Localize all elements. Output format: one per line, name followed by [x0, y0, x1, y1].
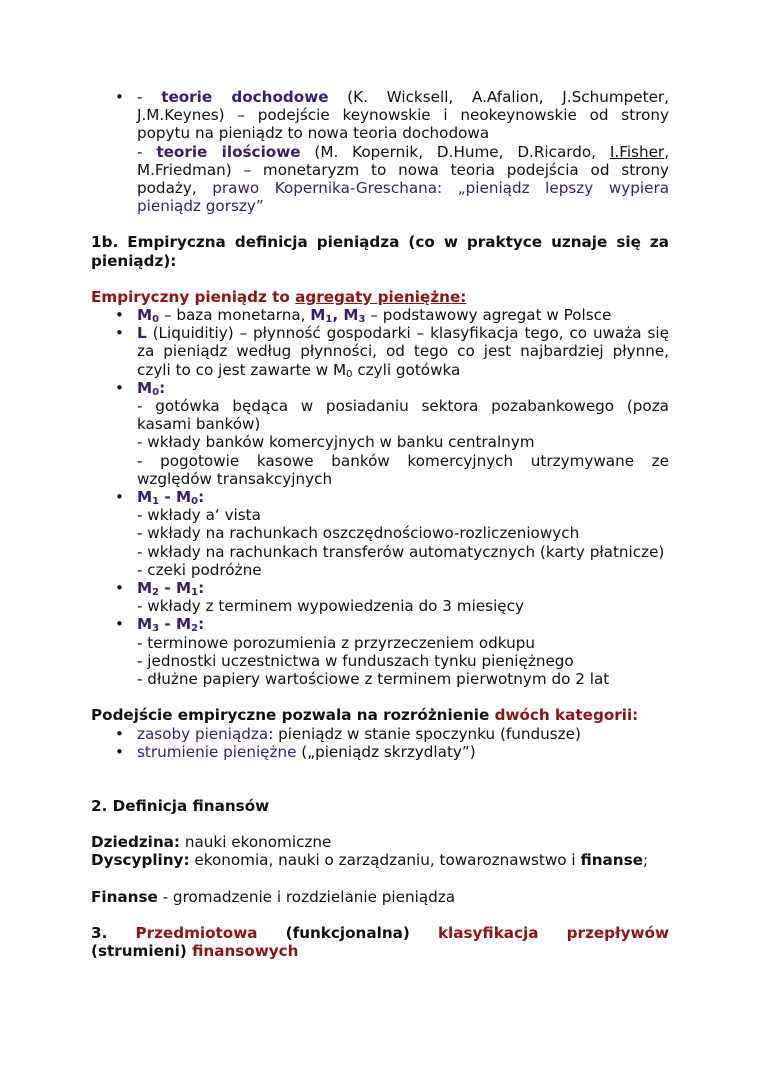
m0-item-3: - pogotowie kasowe banków komercyjnych utrzymywane ze względów transakcyjnych	[137, 451, 669, 488]
m3m2-item-1: - terminowe porozumienia z przyrzeczeniem odkupu	[137, 633, 536, 652]
aggregate-m2-m1-head: • $M_2 - M_1$:	[91, 579, 669, 597]
aggregate-m3-m2-head: • $M_3 - M_2$:	[91, 615, 669, 633]
finanse-definition: Finanse - gromadzenie i rozdzielanie pieniądza	[91, 887, 456, 906]
aggregate-m0-head: • $M_0$:	[91, 379, 669, 397]
section-2-heading: 2. Definicja finansów	[91, 796, 270, 815]
fisher-link-text: I.Fisher	[609, 142, 665, 161]
aggregates-list-2	[91, 488, 669, 506]
aggregates-list	[91, 306, 669, 397]
agregaty-term: agregaty pieniężne:	[295, 287, 467, 306]
kopernik-law: prawo Kopernika-Greschana: „pieniądz lepszy wypiera pieniądz gorszy”	[137, 179, 669, 216]
theories-item: • - teorie dochodowe (K. Wicksell, A.Afalion, J.Schumpeter, J.M.Keynes) – podejście keynowskie i neokeynowskie od strony popytu na pieniądz to nowa teoria dochodowa - teorie ilościowe (M. Kopernik, D.Hume, D.Ricardo, I.Fisher, M.Friedman) – monetaryzm to nowa teoria podejścia od strony podaży, prawo Kopernika-Greschana: „pieniądz lepszy wypiera pieniądz gorszy”	[91, 88, 669, 215]
m1m0-item-2: - wkłady na rachunkach oszczędnościowo-rozliczeniowych	[137, 524, 580, 543]
m1m0-item-4: - czeki podróżne	[137, 560, 262, 579]
dyscypliny-line: Dyscypliny: ekonomia, nauki o zarządzaniu, towaroznawstwo i finanse;	[91, 851, 649, 870]
m0-item-1: - gotówka będąca w posiadaniu sektora pozabankowego (poza kasami banków)	[137, 397, 669, 434]
aggregate-m0-item: • $M_0$ – baza monetarna, $M_1$, $M_3$ – podstawowy agregat w Polsce	[91, 306, 669, 324]
category-strumienie: • strumienie pieniężne („pieniądz skrzydlaty”)	[91, 743, 669, 761]
m3m2-item-3: - dłużne papiery wartościowe z terminem pierwotnym do 2 lat	[137, 670, 610, 689]
section-1b-heading: 1b. Empiryczna definicja pieniądza (co w praktyce uznaje się za pieniądz):	[91, 233, 669, 270]
m2m1-item-1: - wkłady z terminem wypowiedzenia do 3 miesięcy	[137, 597, 524, 616]
empirical-money-line: Empiryczny pieniądz to agregaty pieniężne:	[91, 287, 467, 306]
m0-item-2: - wkłady banków komercyjnych w banku centralnym	[137, 433, 535, 452]
categories-list	[91, 725, 669, 761]
teorie-ilosciowe-term: teorie ilościowe	[156, 142, 301, 161]
m3m2-item-2: - jednostki uczestnictwa w funduszach tynku pieniężnego	[137, 651, 574, 670]
category-zasoby: • zasoby pieniądza: pieniądz w stanie spoczynku (fundusze)	[91, 725, 669, 743]
section-3-heading: 3. Przedmiotowa (funkcjonalna) klasyfikacja przepływów (strumieni) finansowych	[91, 923, 670, 960]
aggregate-l-item: • L (Liquiditiy) – płynność gospodarki – klasyfikacja tego, co uważa się za pieniądz według płynności, od tego co jest najbardziej płynne, czyli to co jest zawarte w $M_0$ czyli gotówka	[91, 324, 669, 379]
document-page	[91, 88, 669, 960]
m1m0-item-3: - wkłady na rachunkach transferów automatycznych (karty płatnicze)	[137, 542, 665, 561]
aggregate-m1-m0-head: • $M_1 - M_0$:	[91, 488, 669, 506]
teorie-dochodowe-term: teorie dochodowe	[161, 88, 329, 106]
aggregates-list-4	[91, 615, 669, 633]
approach-line: Podejście empiryczne pozwala na rozróżnienie dwóch kategorii:	[91, 706, 639, 725]
aggregates-list-3	[91, 579, 669, 597]
dziedzina-line: Dziedzina: nauki ekonomiczne	[91, 833, 332, 852]
theories-list	[91, 88, 669, 215]
m1m0-item-1: - wkłady a‘ vista	[137, 506, 261, 525]
